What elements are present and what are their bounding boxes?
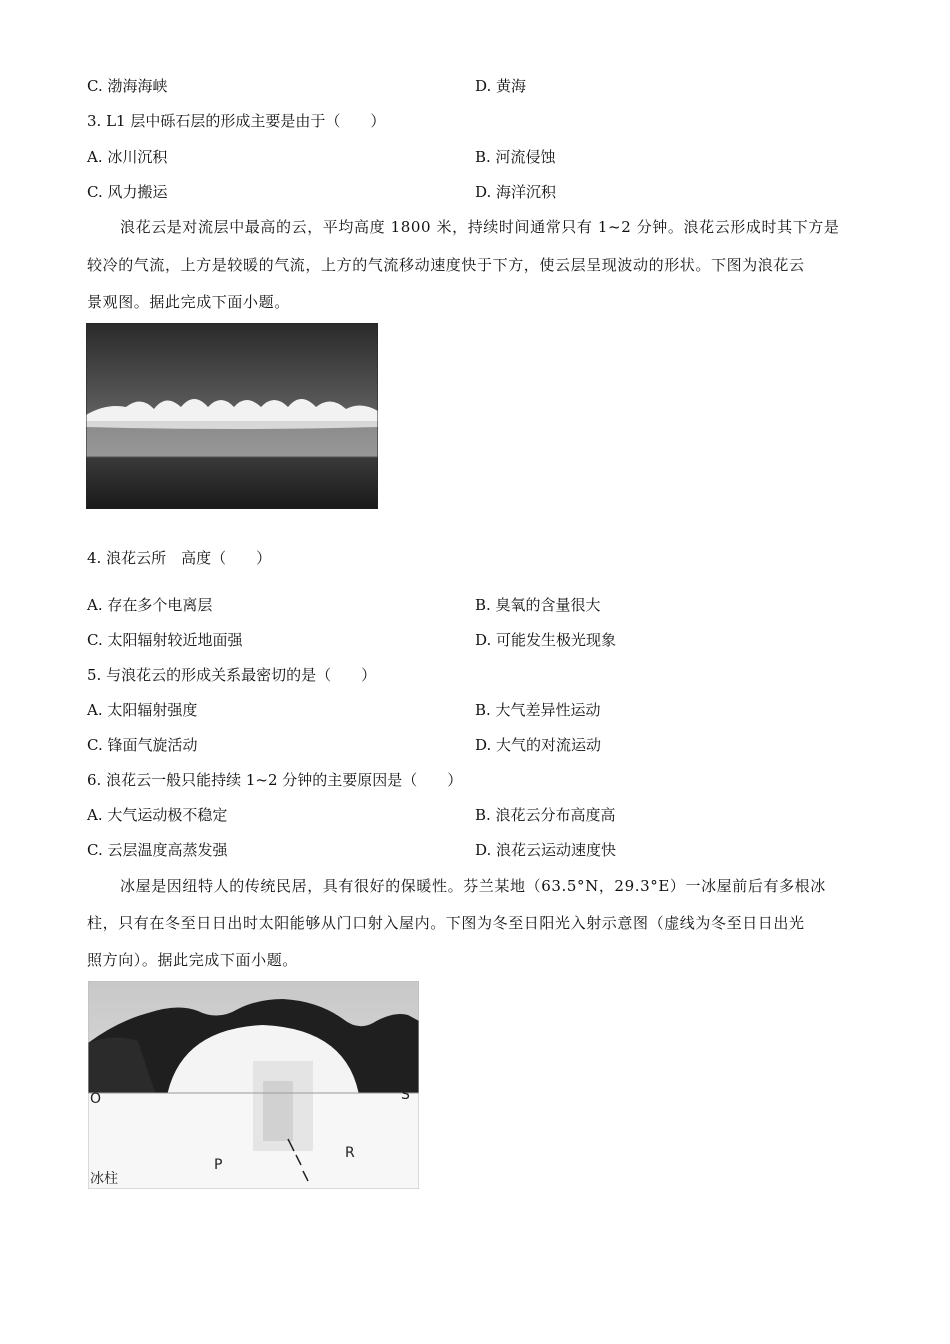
igloo-figure-graphic: [88, 981, 419, 1189]
passage2-line1: 冰屋是因纽特人的传统民居，具有很好的保暖性。芬兰某地（63.5°N，29.3°E）一冰屋前后有多根冰: [120, 877, 826, 895]
q6-option-d: D. 浪花云运动速度快: [475, 841, 617, 859]
passage1-line1: 浪花云是对流层中最高的云，平均高度 1800 米，持续时间通常只有 1~2 分钟。浪花云形成时其下方是: [120, 218, 840, 236]
q6-stem: 6. 浪花云一般只能持续 1~2 分钟的主要原因是（ ）: [87, 771, 463, 789]
wave-cloud-photo: [86, 323, 378, 509]
q2-option-d: D. 黄海: [475, 77, 527, 95]
q6-option-c: C. 云层温度高蒸发强: [87, 841, 228, 859]
label-p: P: [214, 1157, 223, 1173]
q5-option-b: B. 大气差异性运动: [475, 701, 601, 719]
q5-option-a: A. 太阳辐射强度: [87, 701, 198, 719]
label-o: O: [90, 1091, 102, 1107]
igloo-sunlight-diagram: [88, 981, 419, 1189]
q3-option-d: D. 海洋沉积: [475, 183, 557, 201]
q3-option-c: C. 风力搬运: [87, 183, 168, 201]
q5-option-c: C. 锋面气旋活动: [87, 736, 198, 754]
q4-option-d: D. 可能发生极光现象: [475, 631, 617, 649]
passage2-line3: 照方向）。据此完成下面小题。: [87, 951, 298, 969]
q3-stem: 3. L1 层中砾石层的形成主要是由于（ ）: [87, 112, 386, 130]
q5-stem: 5. 与浪花云的形成关系最密切的是（ ）: [87, 666, 377, 684]
q4-stem: 4. 浪花云所 高度（ ）: [87, 549, 272, 567]
q6-option-b: B. 浪花云分布高度高: [475, 806, 616, 824]
label-s: S: [401, 1087, 410, 1103]
q2-option-c: C. 渤海海峡: [87, 77, 168, 95]
q4-option-a: A. 存在多个电离层: [87, 596, 213, 614]
q3-option-b: B. 河流侵蚀: [475, 148, 556, 166]
q4-option-c: C. 太阳辐射较近地面强: [87, 631, 243, 649]
passage1-line3: 景观图。据此完成下面小题。: [87, 293, 290, 311]
passage1-line2: 较冷的气流，上方是较暖的气流，上方的气流移动速度快于下方，使云层呈现波动的形状。下图为浪花云: [87, 256, 805, 274]
label-ice-pillar: 冰柱: [90, 1171, 118, 1187]
q4-option-b: B. 臭氧的含量很大: [475, 596, 601, 614]
label-r: R: [345, 1145, 355, 1161]
q5-option-d: D. 大气的对流运动: [475, 736, 602, 754]
passage2-line2: 柱，只有在冬至日日出时太阳能够从门口射入屋内。下图为冬至日阳光入射示意图（虚线为冬至日日出光: [87, 914, 805, 932]
q6-option-a: A. 大气运动极不稳定: [87, 806, 228, 824]
q3-option-a: A. 冰川沉积: [87, 148, 168, 166]
